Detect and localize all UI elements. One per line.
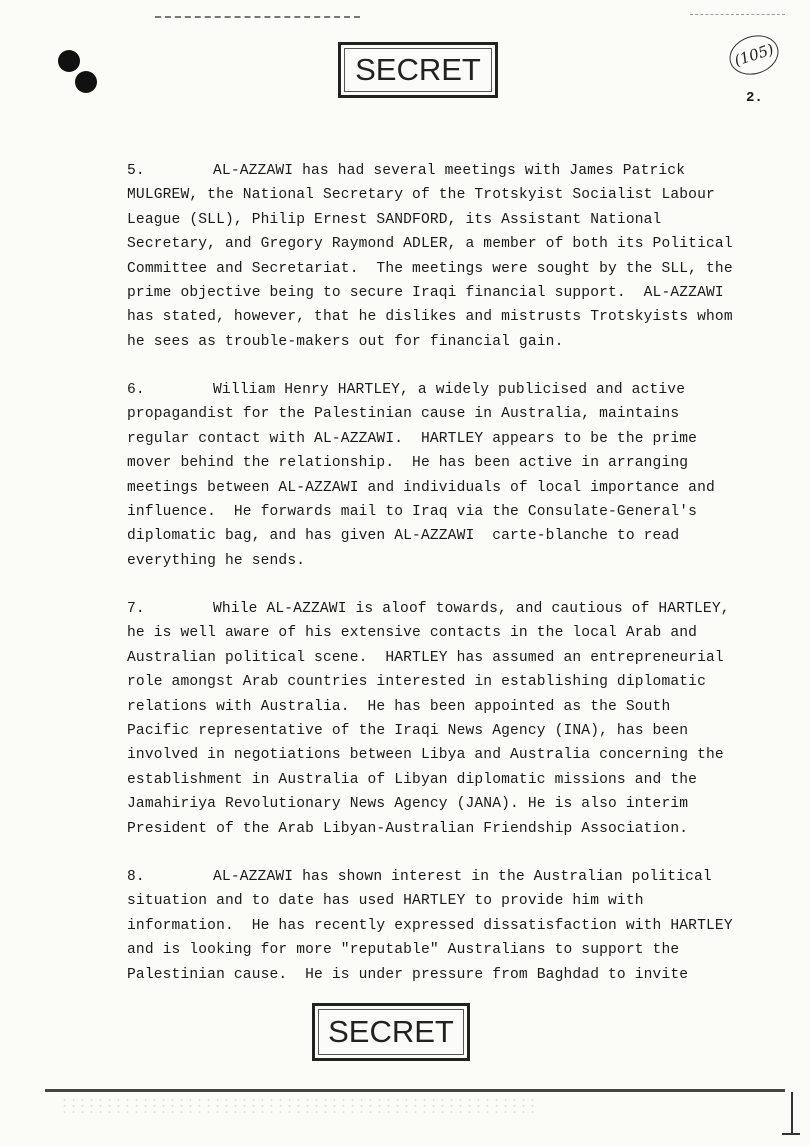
paragraph-line: mover behind the relationship. He has been active in arranging <box>127 455 689 472</box>
classification-stamp-top-label: SECRET <box>355 52 481 87</box>
scan-artifact-bottom-rule <box>45 1089 785 1092</box>
paragraph-line: Committee and Secretariat. The meetings were sought by the SLL, the <box>127 260 733 277</box>
paragraph-line: President of the Arab Libyan-Australian Friendship Association. <box>127 820 689 837</box>
paragraph-line: establishment in Australia of Libyan diplomatic missions and the <box>127 771 698 788</box>
paragraph-line: and is looking for more "reputable" Australians to support the <box>127 942 680 959</box>
paragraph-line: Jamahiriya Revolutionary News Agency (JANA). He is also interim <box>127 796 689 813</box>
paragraph-line: diplomatic bag, and has given AL-AZZAWI carte-blanche to read <box>127 528 680 545</box>
paragraph-line: MULGREW, the National Secretary of the Trotskyist Socialist Labour <box>127 187 715 204</box>
handwritten-folio-mark: (105) <box>724 29 783 81</box>
paragraph-number: 7. <box>127 601 145 617</box>
punch-hole-lower <box>75 71 97 93</box>
paragraph-line: William Henry HARTLEY, a widely publicised and active <box>213 382 686 398</box>
scan-artifact-top-rule <box>155 16 360 18</box>
paragraph-line: meetings between AL-AZZAWI and individuals of local importance and <box>127 479 715 496</box>
paragraph-line: he sees as trouble-makers out for financial gain. <box>127 333 564 350</box>
paragraph-line: everything he sends. <box>127 552 306 569</box>
paragraph-line: While AL-AZZAWI is aloof towards, and cautious of HARTLEY, <box>213 601 730 617</box>
paragraph-line: situation and to date has used HARTLEY to provide him with <box>127 893 644 910</box>
paragraph-number: 5. <box>127 163 145 179</box>
scan-artifact-edge-foot <box>782 1133 800 1135</box>
paragraph-line: Secretary, and Gregory Raymond ADLER, a member of both its Political <box>127 236 733 253</box>
paragraph-line: AL-AZZAWI has shown interest in the Australian political <box>213 869 712 885</box>
paragraph-line: has stated, however, that he dislikes and mistrusts Trotskyists whom <box>127 309 733 326</box>
paragraph-8 <box>127 865 792 987</box>
punch-hole-upper <box>58 50 80 72</box>
paragraph-line: AL-AZZAWI has had several meetings with James Patrick <box>213 163 686 179</box>
scan-artifact-edge-mark <box>791 1092 793 1134</box>
paragraph-line: influence. He forwards mail to Iraq via the Consulate-General's <box>127 504 698 521</box>
paragraph-line: regular contact with AL-AZZAWI. HARTLEY appears to be the prime <box>127 430 698 447</box>
paragraph-line: Palestinian cause. He is under pressure from Baghdad to invite <box>127 966 689 983</box>
paragraph-line: Pacific representative of the Iraqi News Agency (INA), has been <box>127 723 689 740</box>
paragraph-number: 6. <box>127 382 145 398</box>
scan-artifact-noise <box>60 1097 540 1115</box>
paragraph-6 <box>127 378 792 573</box>
paragraph-7 <box>127 597 792 841</box>
classification-stamp-bottom <box>312 1003 470 1061</box>
classification-stamp-bottom-label: SECRET <box>328 1014 454 1049</box>
paragraph-line: prime objective being to secure Iraqi financial support. AL-AZZAWI <box>127 285 724 302</box>
classification-stamp-top <box>338 42 498 98</box>
paragraph-line: role amongst Arab countries interested in establishing diplomatic <box>127 674 706 691</box>
paragraph-line: Australian political scene. HARTLEY has assumed an entrepreneurial <box>127 649 724 666</box>
page-number: 2. <box>746 90 763 106</box>
paragraph-line: propagandist for the Palestinian cause in Australia, maintains <box>127 406 680 423</box>
paragraph-line: relations with Australia. He has been appointed as the South <box>127 698 671 715</box>
paragraph-line: he is well aware of his extensive contacts in the local Arab and <box>127 625 698 642</box>
paragraph-line: information. He has recently expressed dissatisfaction with HARTLEY <box>127 917 733 934</box>
paragraph-5 <box>127 159 792 354</box>
scan-artifact-top-rule-right <box>690 14 785 15</box>
paragraph-line: involved in negotiations between Libya and Australia concerning the <box>127 747 724 764</box>
paragraph-number: 8. <box>127 869 145 885</box>
paragraph-line: League (SLL), Philip Ernest SANDFORD, its Assistant National <box>127 211 662 228</box>
